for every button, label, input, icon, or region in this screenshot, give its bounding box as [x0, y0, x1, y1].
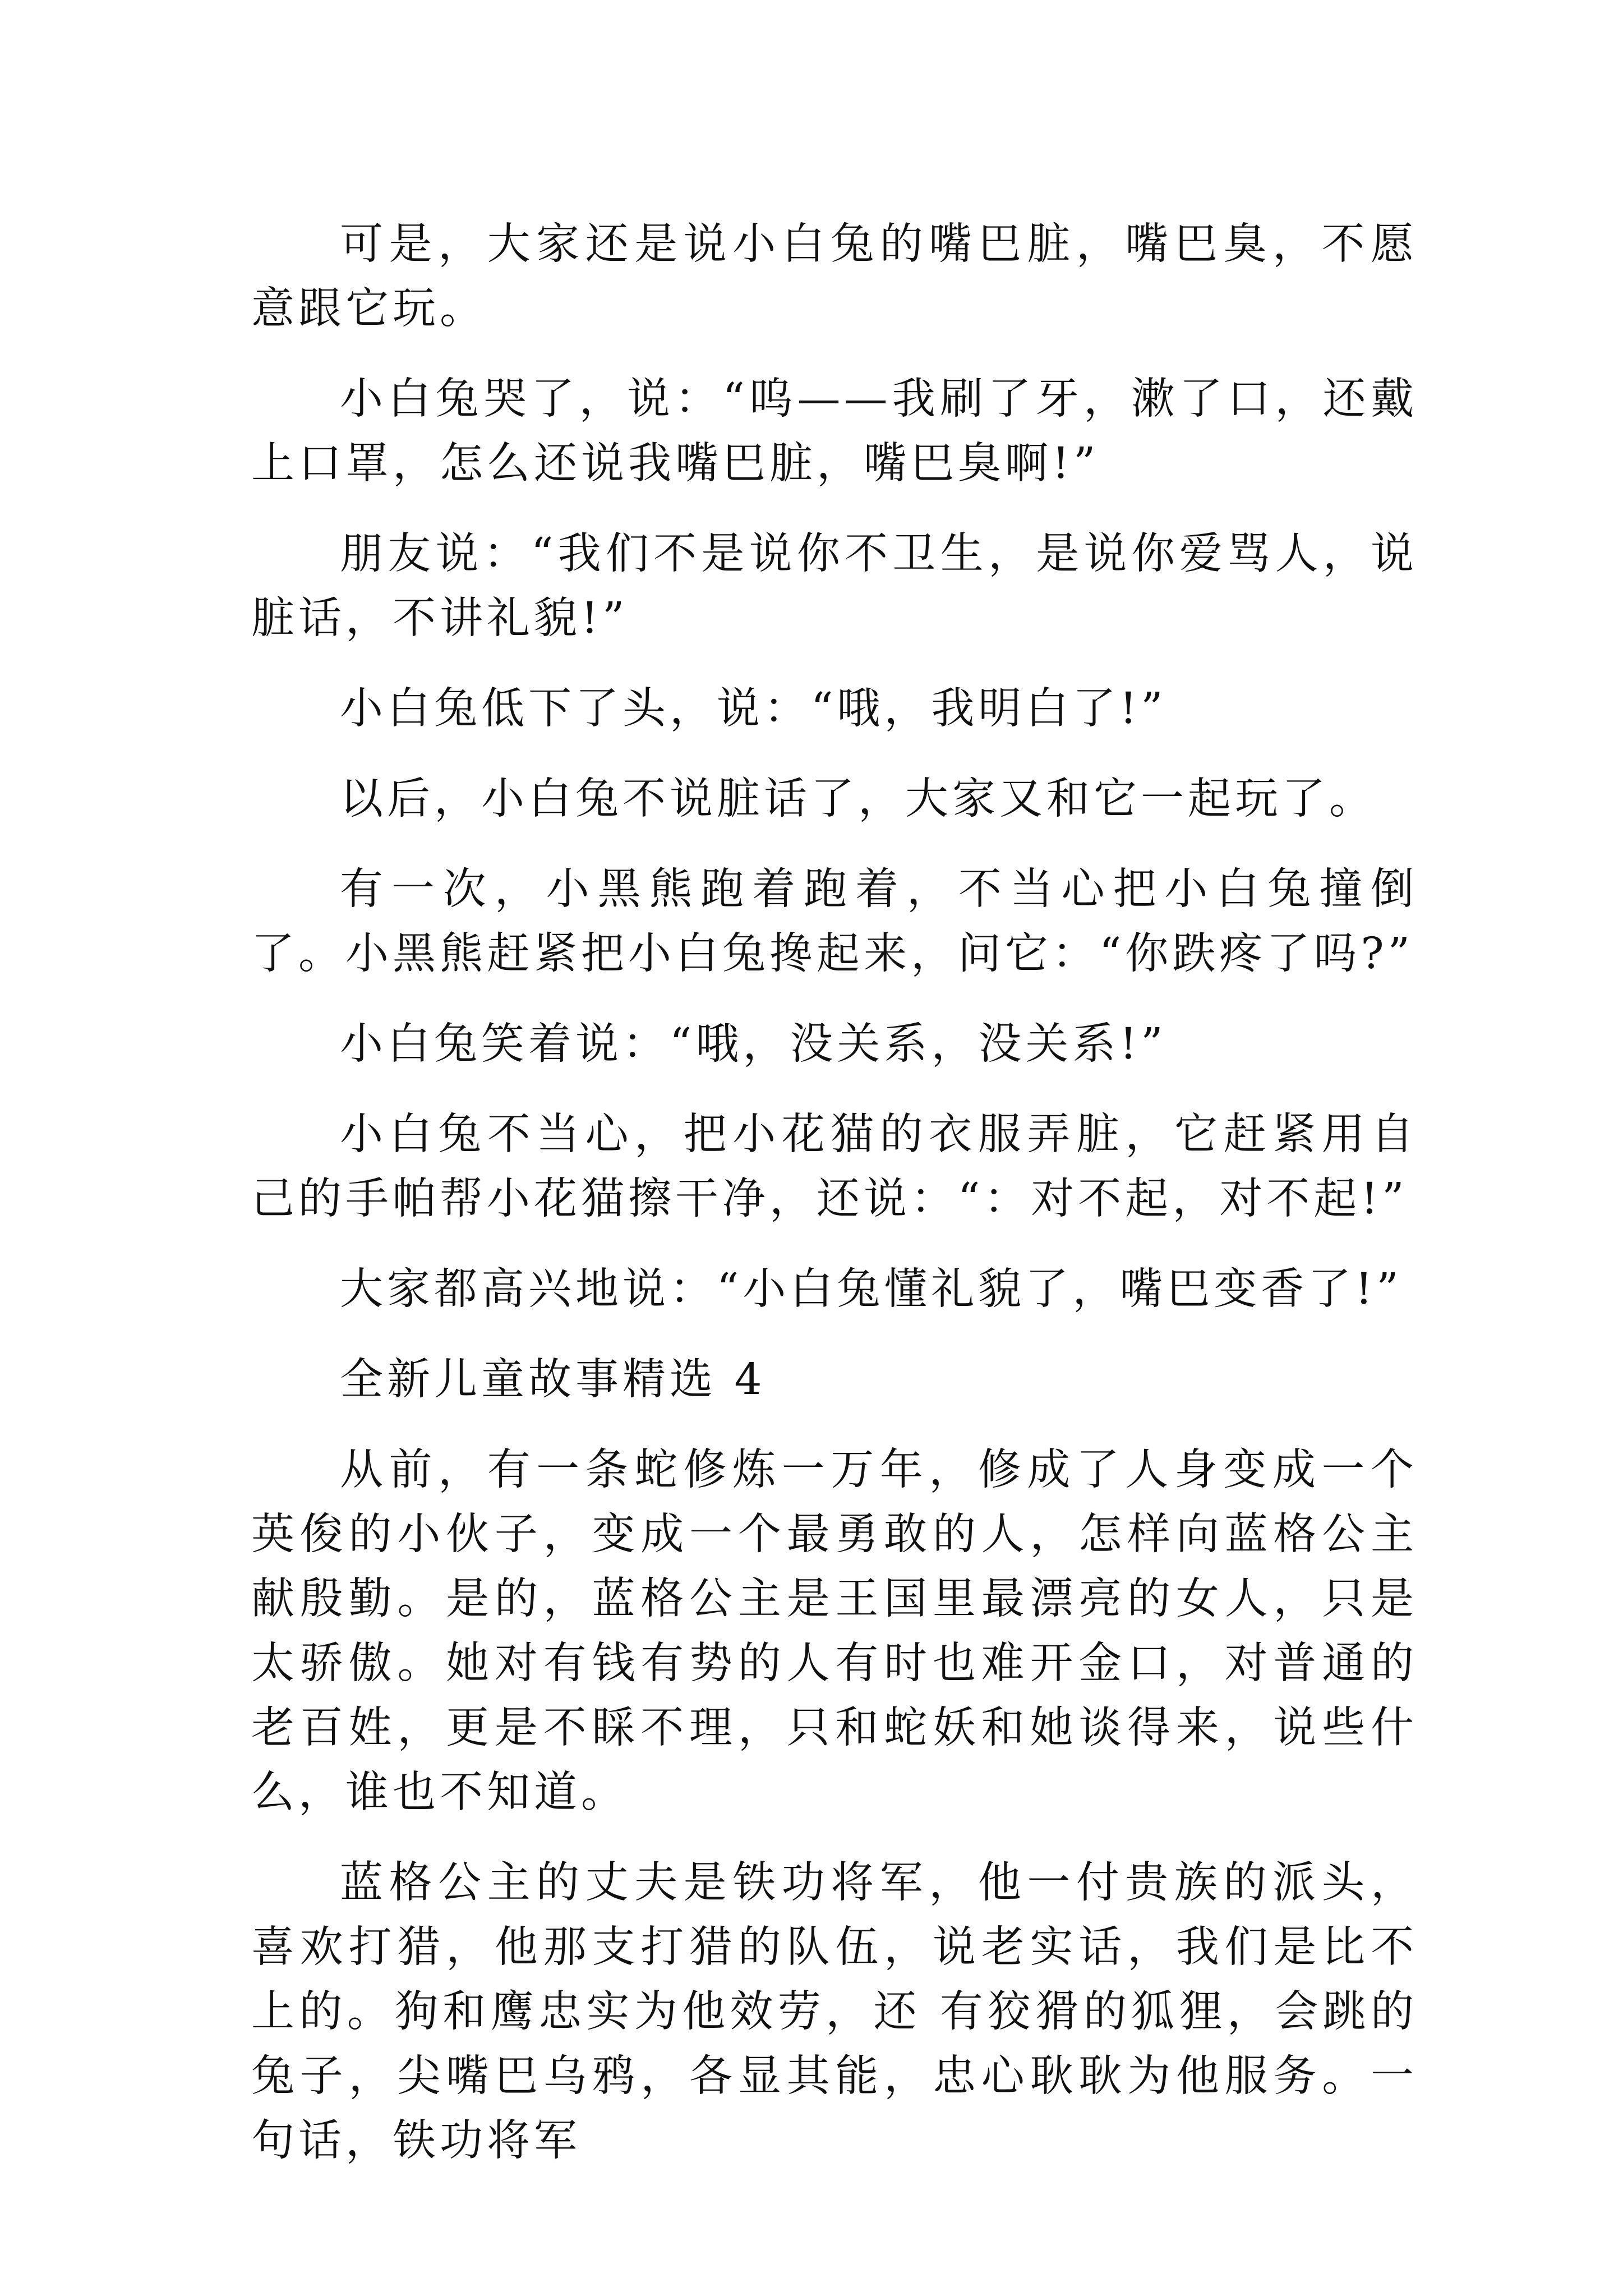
- paragraph: 有一次，小黑熊跑着跑着，不当心把小白兔撞倒了。小黑熊赶紧把小白兔搀起来，问它：“你跌疼了吗?”: [251, 864, 1418, 979]
- paragraph: 从前，有一条蛇修炼一万年，修成了人身变成一个英俊的小伙子，变成一个最勇敢的人，怎样向蓝格公主献殷勤。是的，蓝格公主是王国里最漂亮的女人，只是太骄傲。她对有钱有势的人有时也难开金口，对普通的老百姓，更是不睬不理，只和蛇妖和她谈得来，说些什么，谁也不知道。: [251, 1445, 1418, 1818]
- paragraph: 大家都高兴地说：“小白兔懂礼貌了，嘴巴变香了!”: [340, 1264, 1403, 1314]
- paragraph: 以后，小白兔不说脏话了，大家又和它一起玩了。: [340, 774, 1376, 824]
- paragraph: 朋友说：“我们不是说你不卫生，是说你爱骂人，说脏话，不讲礼貌!”: [251, 529, 1418, 643]
- paragraph: 小白兔不当心，把小花猫的衣服弄脏，它赶紧用自己的手帕帮小花猫擦干净，还说：“：对不起，对不起!”: [251, 1110, 1418, 1224]
- paragraph: 可是，大家还是说小白兔的嘴巴脏，嘴巴臭，不愿意跟它玩。: [251, 219, 1418, 334]
- paragraph: 小白兔哭了，说：“呜——我刷了牙，漱了口，还戴上口罩，怎么还说我嘴巴脏，嘴巴臭啊!”: [251, 374, 1418, 489]
- document-body: [251, 212, 1418, 2199]
- section-heading: 全新儿童故事精选 4: [340, 1355, 766, 1405]
- paragraph: 小白兔笑着说：“哦，没关系，没关系!”: [340, 1019, 1167, 1069]
- paragraph: 小白兔低下了头，说：“哦，我明白了!”: [340, 684, 1167, 734]
- paragraph: 蓝格公主的丈夫是铁功将军，他一付贵族的派头，喜欢打猎，他那支打猎的队伍，说老实话，我们是比不上的。狗和鹰忠实为他效劳，还 有狡猾的狐狸，会跳的兔子，尖嘴巴乌鸦，各显其能，忠心耿耿为他服务。一句话，铁功将军: [251, 1858, 1418, 2166]
